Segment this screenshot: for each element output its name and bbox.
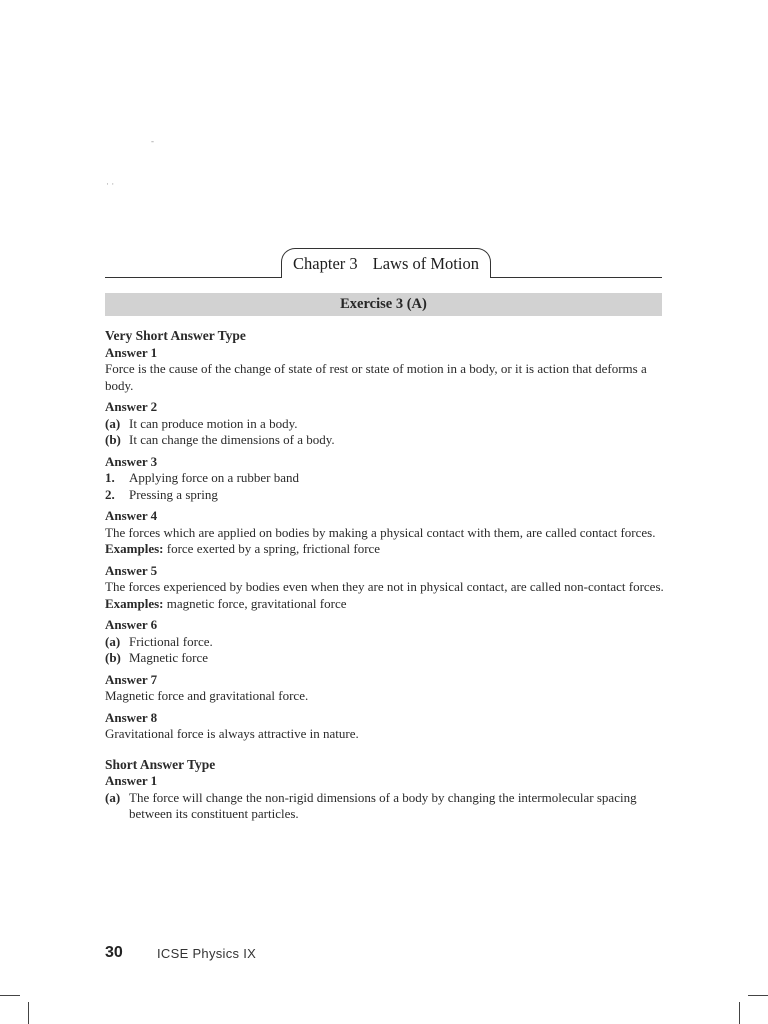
answer-text: The forces experienced by bodies even when they are not in physical contact, are called non-contact forces. xyxy=(105,579,664,594)
item-text: Applying force on a rubber band xyxy=(129,470,300,485)
item-label: (a) xyxy=(105,789,121,805)
crop-mark xyxy=(28,1002,29,1024)
answer-heading: Answer 6 xyxy=(105,617,158,632)
item-text: Pressing a spring xyxy=(129,486,218,502)
examples-label: Examples: xyxy=(105,541,164,556)
answer-text: Gravitational force is always attractive in nature. xyxy=(105,726,359,741)
item-label: 1. xyxy=(105,470,115,485)
crop-mark xyxy=(748,995,768,996)
answer-heading: Answer 1 xyxy=(105,344,158,360)
answer-block xyxy=(105,563,665,613)
scan-mark: · · xyxy=(106,179,115,189)
examples-line xyxy=(105,541,665,558)
answer-block xyxy=(105,345,665,395)
item-label: 2. xyxy=(105,486,115,502)
list-item xyxy=(105,634,665,651)
examples-text: force exerted by a spring, frictional force xyxy=(166,541,381,556)
list-item xyxy=(105,432,665,449)
answer-block xyxy=(105,399,665,449)
examples-label: Examples: xyxy=(105,595,164,611)
answer-block xyxy=(105,617,665,667)
crop-mark xyxy=(739,1002,740,1024)
item-text: The force will change the non-rigid dimensions of a body by changing the intermolecular spacing between its constituent particles. xyxy=(129,789,637,821)
chapter-title: Laws of Motion xyxy=(372,253,479,273)
list-item xyxy=(105,790,665,823)
item-label: (a) xyxy=(105,633,121,649)
book-title: ICSE Physics IX xyxy=(157,946,257,961)
exercise-title: Exercise 3 (A) xyxy=(105,293,662,316)
answer-heading: Answer 5 xyxy=(105,562,158,578)
answer-heading: Answer 1 xyxy=(105,773,158,788)
scan-mark: - xyxy=(151,136,154,146)
list-item xyxy=(105,487,665,504)
page-number: 30 xyxy=(105,944,123,961)
answer-heading: Answer 4 xyxy=(105,508,158,523)
chapter-heading xyxy=(281,248,491,278)
item-text: It can produce motion in a body. xyxy=(129,415,298,431)
answer-block xyxy=(105,710,665,743)
answer-text: Force is the cause of the change of state of rest or state of motion in a body, or it is action that deforms a body. xyxy=(105,361,647,393)
answer-block xyxy=(105,672,665,705)
answer-heading: Answer 7 xyxy=(105,671,158,687)
answer-heading: Answer 3 xyxy=(105,453,158,469)
section-title: Short Answer Type xyxy=(105,756,216,772)
list-item xyxy=(105,416,665,433)
item-text: Magnetic force xyxy=(129,650,209,665)
list-item xyxy=(105,470,665,487)
list-item xyxy=(105,650,665,667)
answer-heading: Answer 8 xyxy=(105,709,158,725)
examples-line xyxy=(105,596,665,613)
crop-mark xyxy=(0,995,20,996)
answer-text: The forces which are applied on bodies by making a physical contact with them, are called contact forces. xyxy=(105,524,656,540)
item-text: Frictional force. xyxy=(129,633,213,649)
section-title: Very Short Answer Type xyxy=(105,328,246,343)
item-text: It can change the dimensions of a body. xyxy=(129,432,335,447)
item-label: (a) xyxy=(105,415,121,431)
answer-block xyxy=(105,773,665,823)
answer-text: Magnetic force and gravitational force. xyxy=(105,688,309,703)
item-label: (b) xyxy=(105,432,121,447)
answer-heading: Answer 2 xyxy=(105,399,158,414)
item-label: (b) xyxy=(105,650,121,665)
chapter-number: Chapter 3 xyxy=(293,253,358,273)
examples-text: magnetic force, gravitational force xyxy=(166,595,347,611)
answers-content xyxy=(105,328,665,828)
answer-block xyxy=(105,508,665,558)
answer-block xyxy=(105,454,665,504)
